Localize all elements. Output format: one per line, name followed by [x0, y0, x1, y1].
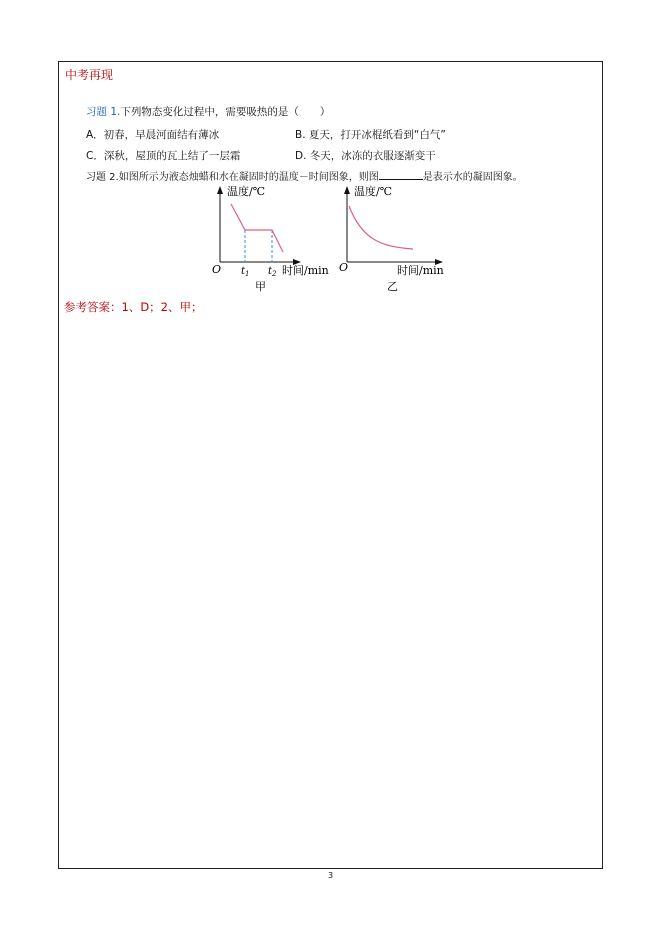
option-c: C．深秋，屋顶的瓦上结了一层霜 — [86, 150, 241, 162]
question-2-label: 习题 2. — [86, 172, 119, 183]
question-1-stem-line — [86, 104, 330, 119]
option-b: B. 夏天，打开冰棍纸看到“白气” — [295, 129, 446, 141]
option-a: A．初春，早晨河面结有薄冰 — [86, 129, 220, 141]
yi-xlabel: 时间/min — [397, 264, 444, 277]
graph-yi — [337, 182, 457, 294]
jia-ylabel: 温度/℃ — [227, 185, 266, 198]
question-1-label: 习题 1. — [86, 106, 121, 118]
jia-t2-label: $t_2$ — [268, 266, 277, 278]
jia-t1-label: $t_1$ — [241, 266, 250, 278]
yi-caption: 乙 — [387, 280, 398, 293]
answer-key: 参考答案：1、D；2、甲； — [64, 300, 203, 314]
yi-ylabel: 温度/℃ — [354, 185, 393, 198]
jia-curve — [231, 204, 283, 252]
question-1-stem: 下列物态变化过程中，需要吸热的是（ ） — [120, 106, 331, 118]
yi-origin: O — [339, 261, 349, 274]
graph-jia — [205, 182, 340, 294]
answer-blank — [379, 169, 423, 180]
page-number: 3 — [327, 871, 334, 880]
jia-xlabel: 时间/min — [282, 264, 329, 277]
option-d: D. 冬天，冰冻的衣服逐渐变干 — [295, 150, 436, 162]
yi-curve — [349, 206, 413, 249]
jia-origin: O — [212, 263, 222, 276]
section-title: 中考再现 — [65, 68, 114, 82]
question-2-stem-before: 如图所示为液态烛蜡和水在凝固时的温度－时间图象，则图 — [118, 172, 379, 183]
jia-caption: 甲 — [255, 280, 266, 293]
question-2-stem-line — [86, 168, 523, 183]
question-2-stem-after: 是表示水的凝固图象。 — [422, 172, 523, 183]
